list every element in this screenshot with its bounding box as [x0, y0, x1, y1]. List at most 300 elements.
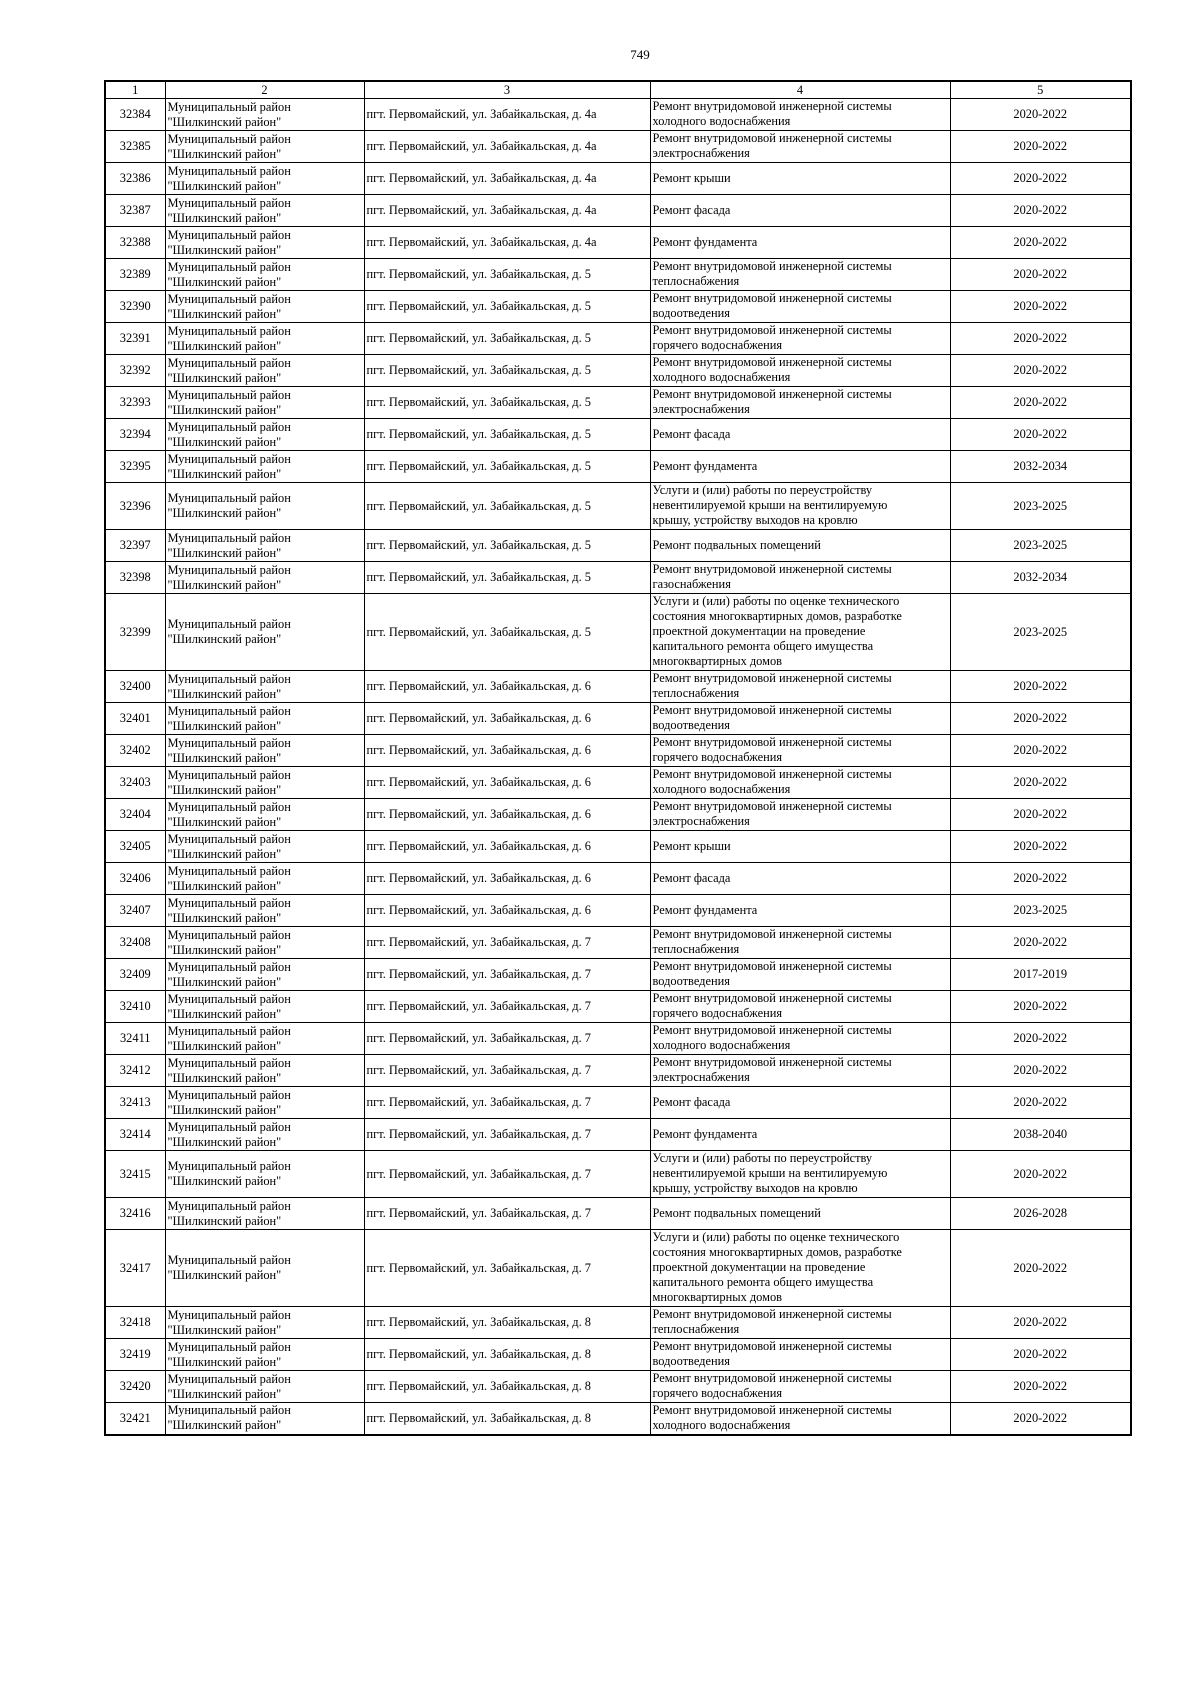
- table-row: [105, 1198, 1131, 1230]
- work-type-line: Ремонт фасада: [652, 427, 731, 441]
- row-number-cell: 32417: [105, 1230, 165, 1307]
- municipality-cell: [165, 483, 364, 530]
- work-type-line: Ремонт внутридомовой инженерной системы: [652, 799, 892, 813]
- work-type-line: газоснабжения: [652, 577, 731, 591]
- work-type-line: Ремонт внутридомовой инженерной системы: [652, 562, 892, 576]
- table-row: [105, 1371, 1131, 1403]
- period-cell: 2020-2022: [950, 163, 1131, 195]
- period-cell: 2023-2025: [950, 483, 1131, 530]
- work-type-line: холодного водоснабжения: [652, 782, 791, 796]
- work-type-line: водоотведения: [652, 974, 730, 988]
- row-number-cell: 32421: [105, 1403, 165, 1435]
- municipality-line-1: Муниципальный район: [167, 387, 291, 402]
- work-type-cell: [650, 1371, 950, 1403]
- address-cell: пгт. Первомайский, ул. Забайкальская, д. 7: [364, 1055, 650, 1087]
- municipality-line-1: Муниципальный район: [167, 163, 291, 178]
- municipality-line-1: Муниципальный район: [167, 1403, 291, 1418]
- period-cell: 2020-2022: [950, 831, 1131, 863]
- municipality-cell: [165, 863, 364, 895]
- row-number-cell: 32396: [105, 483, 165, 530]
- municipality-cell: [165, 1339, 364, 1371]
- period-cell: 2020-2022: [950, 991, 1131, 1023]
- municipality-line-2: "Шилкинский район": [167, 338, 282, 353]
- work-type-line: теплоснабжения: [652, 686, 740, 700]
- work-type-line: холодного водоснабжения: [652, 1038, 791, 1052]
- municipality-line-1: Муниципальный район: [167, 671, 291, 686]
- work-type-line: Ремонт фундамента: [652, 235, 758, 249]
- municipality-cell: [165, 959, 364, 991]
- work-type-cell: [650, 355, 950, 387]
- work-type-line: проектной документации на проведение: [652, 624, 866, 638]
- work-type-cell: [650, 131, 950, 163]
- work-type-cell: [650, 1151, 950, 1198]
- municipality-line-1: Муниципальный район: [167, 735, 291, 750]
- municipality-cell: [165, 195, 364, 227]
- work-type-line: Ремонт внутридомовой инженерной системы: [652, 959, 892, 973]
- municipality-line-2: "Шилкинский район": [167, 1174, 282, 1188]
- row-number-cell: 32386: [105, 163, 165, 195]
- period-cell: 2020-2022: [950, 1403, 1131, 1435]
- row-number-cell: 32403: [105, 767, 165, 799]
- work-type-cell: [650, 419, 950, 451]
- work-type-line: проектной документации на проведение: [652, 1260, 866, 1274]
- address-cell: пгт. Первомайский, ул. Забайкальская, д. 5: [364, 562, 650, 594]
- row-number-cell: 32416: [105, 1198, 165, 1230]
- work-type-cell: [650, 562, 950, 594]
- municipality-line-1: Муниципальный район: [167, 1339, 291, 1354]
- column-header-2: 2: [165, 81, 364, 99]
- work-type-cell: [650, 671, 950, 703]
- table-body: [105, 99, 1131, 1435]
- table-row: [105, 451, 1131, 483]
- table-row: [105, 483, 1131, 530]
- period-cell: 2032-2034: [950, 451, 1131, 483]
- work-type-line: горячего водоснабжения: [652, 1386, 783, 1400]
- period-cell: 2020-2022: [950, 927, 1131, 959]
- municipality-line-2: "Шилкинский район": [167, 306, 282, 321]
- municipality-line-2: "Шилкинский район": [167, 1322, 282, 1337]
- work-type-line: Ремонт фасада: [652, 1095, 731, 1109]
- municipality-cell: [165, 1023, 364, 1055]
- address-cell: пгт. Первомайский, ул. Забайкальская, д. 7: [364, 1087, 650, 1119]
- address-cell: пгт. Первомайский, ул. Забайкальская, д. 5: [364, 291, 650, 323]
- work-type-cell: [650, 483, 950, 530]
- work-type-line: Ремонт подвальных помещений: [652, 538, 821, 552]
- row-number-cell: 32402: [105, 735, 165, 767]
- table-row: [105, 355, 1131, 387]
- period-cell: 2023-2025: [950, 895, 1131, 927]
- row-number-cell: 32398: [105, 562, 165, 594]
- work-type-line: водоотведения: [652, 306, 730, 320]
- address-cell: пгт. Первомайский, ул. Забайкальская, д. 7: [364, 959, 650, 991]
- period-cell: 2020-2022: [950, 1230, 1131, 1307]
- municipality-line-1: Муниципальный район: [167, 767, 291, 782]
- address-cell: пгт. Первомайский, ул. Забайкальская, д. 5: [364, 594, 650, 671]
- municipality-line-2: "Шилкинский район": [167, 782, 282, 797]
- table-row: [105, 1307, 1131, 1339]
- table-row: [105, 799, 1131, 831]
- municipality-line-2: "Шилкинский район": [167, 434, 282, 449]
- row-number-cell: 32401: [105, 703, 165, 735]
- work-type-line: Ремонт внутридомовой инженерной системы: [652, 1055, 892, 1069]
- column-header-3: 3: [364, 81, 650, 99]
- work-type-line: Ремонт внутридомовой инженерной системы: [652, 671, 892, 685]
- work-type-cell: [650, 1087, 950, 1119]
- period-cell: 2020-2022: [950, 355, 1131, 387]
- municipality-line-1: Муниципальный район: [167, 530, 291, 545]
- row-number-cell: 32400: [105, 671, 165, 703]
- work-type-line: Ремонт внутридомовой инженерной системы: [652, 355, 892, 369]
- municipality-line-1: Муниципальный район: [167, 451, 291, 466]
- work-type-line: горячего водоснабжения: [652, 750, 783, 764]
- row-number-cell: 32419: [105, 1339, 165, 1371]
- work-type-cell: [650, 1055, 950, 1087]
- municipality-cell: [165, 163, 364, 195]
- table-row: [105, 1151, 1131, 1198]
- municipality-line-1: Муниципальный район: [167, 1307, 291, 1322]
- address-cell: пгт. Первомайский, ул. Забайкальская, д. 6: [364, 767, 650, 799]
- work-type-cell: [650, 1023, 950, 1055]
- work-type-cell: [650, 594, 950, 671]
- period-cell: 2017-2019: [950, 959, 1131, 991]
- municipality-cell: [165, 323, 364, 355]
- table-row: [105, 387, 1131, 419]
- municipality-line-1: Муниципальный район: [167, 927, 291, 942]
- work-type-cell: [650, 895, 950, 927]
- table-row: [105, 927, 1131, 959]
- municipality-line-1: Муниципальный район: [167, 323, 291, 338]
- municipality-line-1: Муниципальный район: [167, 291, 291, 306]
- period-cell: 2020-2022: [950, 387, 1131, 419]
- municipality-cell: [165, 291, 364, 323]
- municipality-line-2: "Шилкинский район": [167, 1268, 282, 1282]
- work-type-line: крышу, устройству выходов на кровлю: [652, 513, 858, 527]
- address-cell: пгт. Первомайский, ул. Забайкальская, д. 8: [364, 1307, 650, 1339]
- work-type-line: Ремонт внутридомовой инженерной системы: [652, 99, 892, 113]
- period-cell: 2020-2022: [950, 1339, 1131, 1371]
- table-row: [105, 959, 1131, 991]
- work-type-line: теплоснабжения: [652, 274, 740, 288]
- row-number-cell: 32420: [105, 1371, 165, 1403]
- work-type-line: Ремонт подвальных помещений: [652, 1206, 821, 1220]
- address-cell: пгт. Первомайский, ул. Забайкальская, д. 6: [364, 799, 650, 831]
- period-cell: 2020-2022: [950, 1371, 1131, 1403]
- period-cell: 2020-2022: [950, 1151, 1131, 1198]
- column-header-1: 1: [105, 81, 165, 99]
- municipality-line-2: "Шилкинский район": [167, 506, 282, 520]
- municipality-cell: [165, 1055, 364, 1087]
- work-type-line: Ремонт внутридомовой инженерной системы: [652, 131, 892, 145]
- capital-repair-table: [104, 80, 1132, 1436]
- row-number-cell: 32405: [105, 831, 165, 863]
- municipality-line-1: Муниципальный район: [167, 355, 291, 370]
- municipality-line-2: "Шилкинский район": [167, 1354, 282, 1369]
- row-number-cell: 32414: [105, 1119, 165, 1151]
- row-number-cell: 32397: [105, 530, 165, 562]
- municipality-cell: [165, 895, 364, 927]
- address-cell: пгт. Первомайский, ул. Забайкальская, д. 8: [364, 1403, 650, 1435]
- period-cell: 2026-2028: [950, 1198, 1131, 1230]
- period-cell: 2020-2022: [950, 799, 1131, 831]
- period-cell: 2020-2022: [950, 323, 1131, 355]
- work-type-line: крышу, устройству выходов на кровлю: [652, 1181, 858, 1195]
- work-type-line: Ремонт внутридомовой инженерной системы: [652, 735, 892, 749]
- work-type-cell: [650, 451, 950, 483]
- municipality-cell: [165, 767, 364, 799]
- work-type-line: Ремонт фундамента: [652, 903, 758, 917]
- municipality-line-2: "Шилкинский район": [167, 1006, 282, 1021]
- row-number-cell: 32399: [105, 594, 165, 671]
- period-cell: 2038-2040: [950, 1119, 1131, 1151]
- municipality-cell: [165, 387, 364, 419]
- municipality-line-2: "Шилкинский район": [167, 974, 282, 989]
- address-cell: пгт. Первомайский, ул. Забайкальская, д. 8: [364, 1339, 650, 1371]
- municipality-cell: [165, 419, 364, 451]
- address-cell: пгт. Первомайский, ул. Забайкальская, д. 5: [364, 451, 650, 483]
- address-cell: пгт. Первомайский, ул. Забайкальская, д. 6: [364, 831, 650, 863]
- address-cell: пгт. Первомайский, ул. Забайкальская, д. 5: [364, 387, 650, 419]
- work-type-cell: [650, 927, 950, 959]
- municipality-cell: [165, 594, 364, 671]
- work-type-line: Услуги и (или) работы по переустройству: [652, 1151, 873, 1165]
- municipality-line-2: "Шилкинский район": [167, 878, 282, 893]
- period-cell: 2020-2022: [950, 1055, 1131, 1087]
- table-row: [105, 735, 1131, 767]
- row-number-cell: 32387: [105, 195, 165, 227]
- work-type-line: водоотведения: [652, 1354, 730, 1368]
- table-row: [105, 767, 1131, 799]
- work-type-line: горячего водоснабжения: [652, 1006, 783, 1020]
- table-row: [105, 1023, 1131, 1055]
- municipality-line-2: "Шилкинский район": [167, 942, 282, 957]
- municipality-line-1: Муниципальный район: [167, 1253, 291, 1267]
- municipality-cell: [165, 1198, 364, 1230]
- work-type-cell: [650, 387, 950, 419]
- address-cell: пгт. Первомайский, ул. Забайкальская, д. 4а: [364, 195, 650, 227]
- municipality-line-2: "Шилкинский район": [167, 686, 282, 701]
- municipality-cell: [165, 703, 364, 735]
- work-type-line: Ремонт внутридомовой инженерной системы: [652, 767, 892, 781]
- work-type-line: холодного водоснабжения: [652, 370, 791, 384]
- work-type-line: Ремонт внутридомовой инженерной системы: [652, 927, 892, 941]
- row-number-cell: 32406: [105, 863, 165, 895]
- header-row: [105, 81, 1131, 99]
- period-cell: 2020-2022: [950, 227, 1131, 259]
- table-row: [105, 703, 1131, 735]
- period-cell: 2020-2022: [950, 1307, 1131, 1339]
- municipality-line-1: Муниципальный район: [167, 895, 291, 910]
- municipality-line-1: Муниципальный район: [167, 131, 291, 146]
- work-type-line: водоотведения: [652, 718, 730, 732]
- table-row: [105, 227, 1131, 259]
- municipality-line-2: "Шилкинский район": [167, 1038, 282, 1053]
- municipality-line-2: "Шилкинский район": [167, 178, 282, 193]
- work-type-line: Ремонт внутридомовой инженерной системы: [652, 1339, 892, 1353]
- municipality-line-2: "Шилкинский район": [167, 846, 282, 861]
- work-type-cell: [650, 259, 950, 291]
- column-header-4: 4: [650, 81, 950, 99]
- row-number-cell: 32409: [105, 959, 165, 991]
- municipality-line-2: "Шилкинский район": [167, 242, 282, 257]
- row-number-cell: 32395: [105, 451, 165, 483]
- address-cell: пгт. Первомайский, ул. Забайкальская, д. 7: [364, 1151, 650, 1198]
- work-type-line: Ремонт фундамента: [652, 459, 758, 473]
- table-row: [105, 671, 1131, 703]
- municipality-cell: [165, 735, 364, 767]
- row-number-cell: 32408: [105, 927, 165, 959]
- work-type-cell: [650, 195, 950, 227]
- row-number-cell: 32410: [105, 991, 165, 1023]
- municipality-line-2: "Шилкинский район": [167, 577, 282, 592]
- row-number-cell: 32388: [105, 227, 165, 259]
- table-header: [105, 81, 1131, 99]
- work-type-line: электроснабжения: [652, 402, 750, 416]
- work-type-cell: [650, 163, 950, 195]
- table-row: [105, 99, 1131, 131]
- table-row: [105, 895, 1131, 927]
- work-type-line: Ремонт внутридомовой инженерной системы: [652, 1371, 892, 1385]
- work-type-line: капитального ремонта общего имущества: [652, 1275, 874, 1289]
- work-type-line: Услуги и (или) работы по оценке технического: [652, 1230, 900, 1244]
- period-cell: 2020-2022: [950, 99, 1131, 131]
- work-type-cell: [650, 227, 950, 259]
- address-cell: пгт. Первомайский, ул. Забайкальская, д. 6: [364, 863, 650, 895]
- work-type-line: Ремонт внутридомовой инженерной системы: [652, 1023, 892, 1037]
- work-type-line: Ремонт фасада: [652, 871, 731, 885]
- table-row: [105, 163, 1131, 195]
- municipality-line-1: Муниципальный район: [167, 195, 291, 210]
- municipality-cell: [165, 1403, 364, 1435]
- municipality-cell: [165, 991, 364, 1023]
- period-cell: 2020-2022: [950, 259, 1131, 291]
- address-cell: пгт. Первомайский, ул. Забайкальская, д. 6: [364, 703, 650, 735]
- municipality-cell: [165, 1087, 364, 1119]
- address-cell: пгт. Первомайский, ул. Забайкальская, д. 4а: [364, 163, 650, 195]
- address-cell: пгт. Первомайский, ул. Забайкальская, д. 5: [364, 483, 650, 530]
- work-type-cell: [650, 99, 950, 131]
- municipality-cell: [165, 355, 364, 387]
- work-type-line: холодного водоснабжения: [652, 114, 791, 128]
- municipality-line-1: Муниципальный район: [167, 863, 291, 878]
- work-type-cell: [650, 1198, 950, 1230]
- municipality-line-2: "Шилкинский район": [167, 750, 282, 765]
- table-row: [105, 562, 1131, 594]
- period-cell: 2023-2025: [950, 530, 1131, 562]
- work-type-cell: [650, 735, 950, 767]
- work-type-line: состояния многоквартирных домов, разработке: [652, 1245, 902, 1259]
- work-type-line: Ремонт внутридомовой инженерной системы: [652, 387, 892, 401]
- row-number-cell: 32394: [105, 419, 165, 451]
- work-type-line: Ремонт внутридомовой инженерной системы: [652, 1403, 892, 1417]
- municipality-line-1: Муниципальный район: [167, 991, 291, 1006]
- address-cell: пгт. Первомайский, ул. Забайкальская, д. 5: [364, 323, 650, 355]
- municipality-line-2: "Шилкинский район": [167, 545, 282, 560]
- work-type-line: теплоснабжения: [652, 942, 740, 956]
- municipality-line-2: "Шилкинский район": [167, 1134, 282, 1149]
- row-number-cell: 32415: [105, 1151, 165, 1198]
- table-row: [105, 1055, 1131, 1087]
- work-type-line: Ремонт внутридомовой инженерной системы: [652, 991, 892, 1005]
- work-type-cell: [650, 1403, 950, 1435]
- address-cell: пгт. Первомайский, ул. Забайкальская, д. 7: [364, 927, 650, 959]
- work-type-cell: [650, 323, 950, 355]
- work-type-cell: [650, 959, 950, 991]
- municipality-cell: [165, 451, 364, 483]
- municipality-line-1: Муниципальный район: [167, 1119, 291, 1134]
- work-type-line: Ремонт внутридомовой инженерной системы: [652, 259, 892, 273]
- municipality-line-1: Муниципальный район: [167, 491, 291, 505]
- municipality-line-2: "Шилкинский район": [167, 370, 282, 385]
- work-type-line: многоквартирных домов: [652, 1290, 783, 1304]
- work-type-line: Ремонт фундамента: [652, 1127, 758, 1141]
- address-cell: пгт. Первомайский, ул. Забайкальская, д. 6: [364, 895, 650, 927]
- municipality-cell: [165, 671, 364, 703]
- municipality-line-1: Муниципальный район: [167, 1159, 291, 1173]
- municipality-cell: [165, 1119, 364, 1151]
- municipality-cell: [165, 1230, 364, 1307]
- work-type-line: Ремонт внутридомовой инженерной системы: [652, 323, 892, 337]
- work-type-line: электроснабжения: [652, 146, 750, 160]
- municipality-line-2: "Шилкинский район": [167, 632, 282, 646]
- table-row: [105, 530, 1131, 562]
- period-cell: 2020-2022: [950, 671, 1131, 703]
- work-type-line: горячего водоснабжения: [652, 338, 783, 352]
- municipality-line-2: "Шилкинский район": [167, 1386, 282, 1401]
- row-number-cell: 32418: [105, 1307, 165, 1339]
- table-row: [105, 195, 1131, 227]
- work-type-line: невентилируемой крыши на вентилируемую: [652, 1166, 888, 1180]
- work-type-line: Ремонт фасада: [652, 203, 731, 217]
- municipality-line-1: Муниципальный район: [167, 831, 291, 846]
- table-row: [105, 419, 1131, 451]
- municipality-line-2: "Шилкинский район": [167, 274, 282, 289]
- work-type-cell: [650, 767, 950, 799]
- address-cell: пгт. Первомайский, ул. Забайкальская, д. 7: [364, 991, 650, 1023]
- work-type-cell: [650, 863, 950, 895]
- row-number-cell: 32385: [105, 131, 165, 163]
- work-type-line: Услуги и (или) работы по переустройству: [652, 483, 873, 497]
- work-type-line: Ремонт крыши: [652, 171, 731, 185]
- work-type-line: Ремонт внутридомовой инженерной системы: [652, 703, 892, 717]
- period-cell: 2020-2022: [950, 735, 1131, 767]
- period-cell: 2020-2022: [950, 131, 1131, 163]
- table-row: [105, 1230, 1131, 1307]
- municipality-line-2: "Шилкинский район": [167, 910, 282, 925]
- period-cell: 2020-2022: [950, 863, 1131, 895]
- row-number-cell: 32389: [105, 259, 165, 291]
- municipality-line-1: Муниципальный район: [167, 1198, 291, 1213]
- work-type-cell: [650, 799, 950, 831]
- address-cell: пгт. Первомайский, ул. Забайкальская, д. 8: [364, 1371, 650, 1403]
- address-cell: пгт. Первомайский, ул. Забайкальская, д. 6: [364, 735, 650, 767]
- address-cell: пгт. Первомайский, ул. Забайкальская, д. 7: [364, 1119, 650, 1151]
- work-type-cell: [650, 1339, 950, 1371]
- work-type-cell: [650, 1230, 950, 1307]
- address-cell: пгт. Первомайский, ул. Забайкальская, д. 5: [364, 259, 650, 291]
- row-number-cell: 32393: [105, 387, 165, 419]
- row-number-cell: 32392: [105, 355, 165, 387]
- work-type-cell: [650, 530, 950, 562]
- work-type-line: Ремонт внутридомовой инженерной системы: [652, 1307, 892, 1321]
- municipality-line-2: "Шилкинский район": [167, 1102, 282, 1117]
- address-cell: пгт. Первомайский, ул. Забайкальская, д. 5: [364, 419, 650, 451]
- period-cell: 2020-2022: [950, 419, 1131, 451]
- work-type-cell: [650, 1307, 950, 1339]
- work-type-line: капитального ремонта общего имущества: [652, 639, 874, 653]
- municipality-line-1: Муниципальный район: [167, 99, 291, 114]
- municipality-line-2: "Шилкинский район": [167, 146, 282, 161]
- municipality-line-1: Муниципальный район: [167, 1023, 291, 1038]
